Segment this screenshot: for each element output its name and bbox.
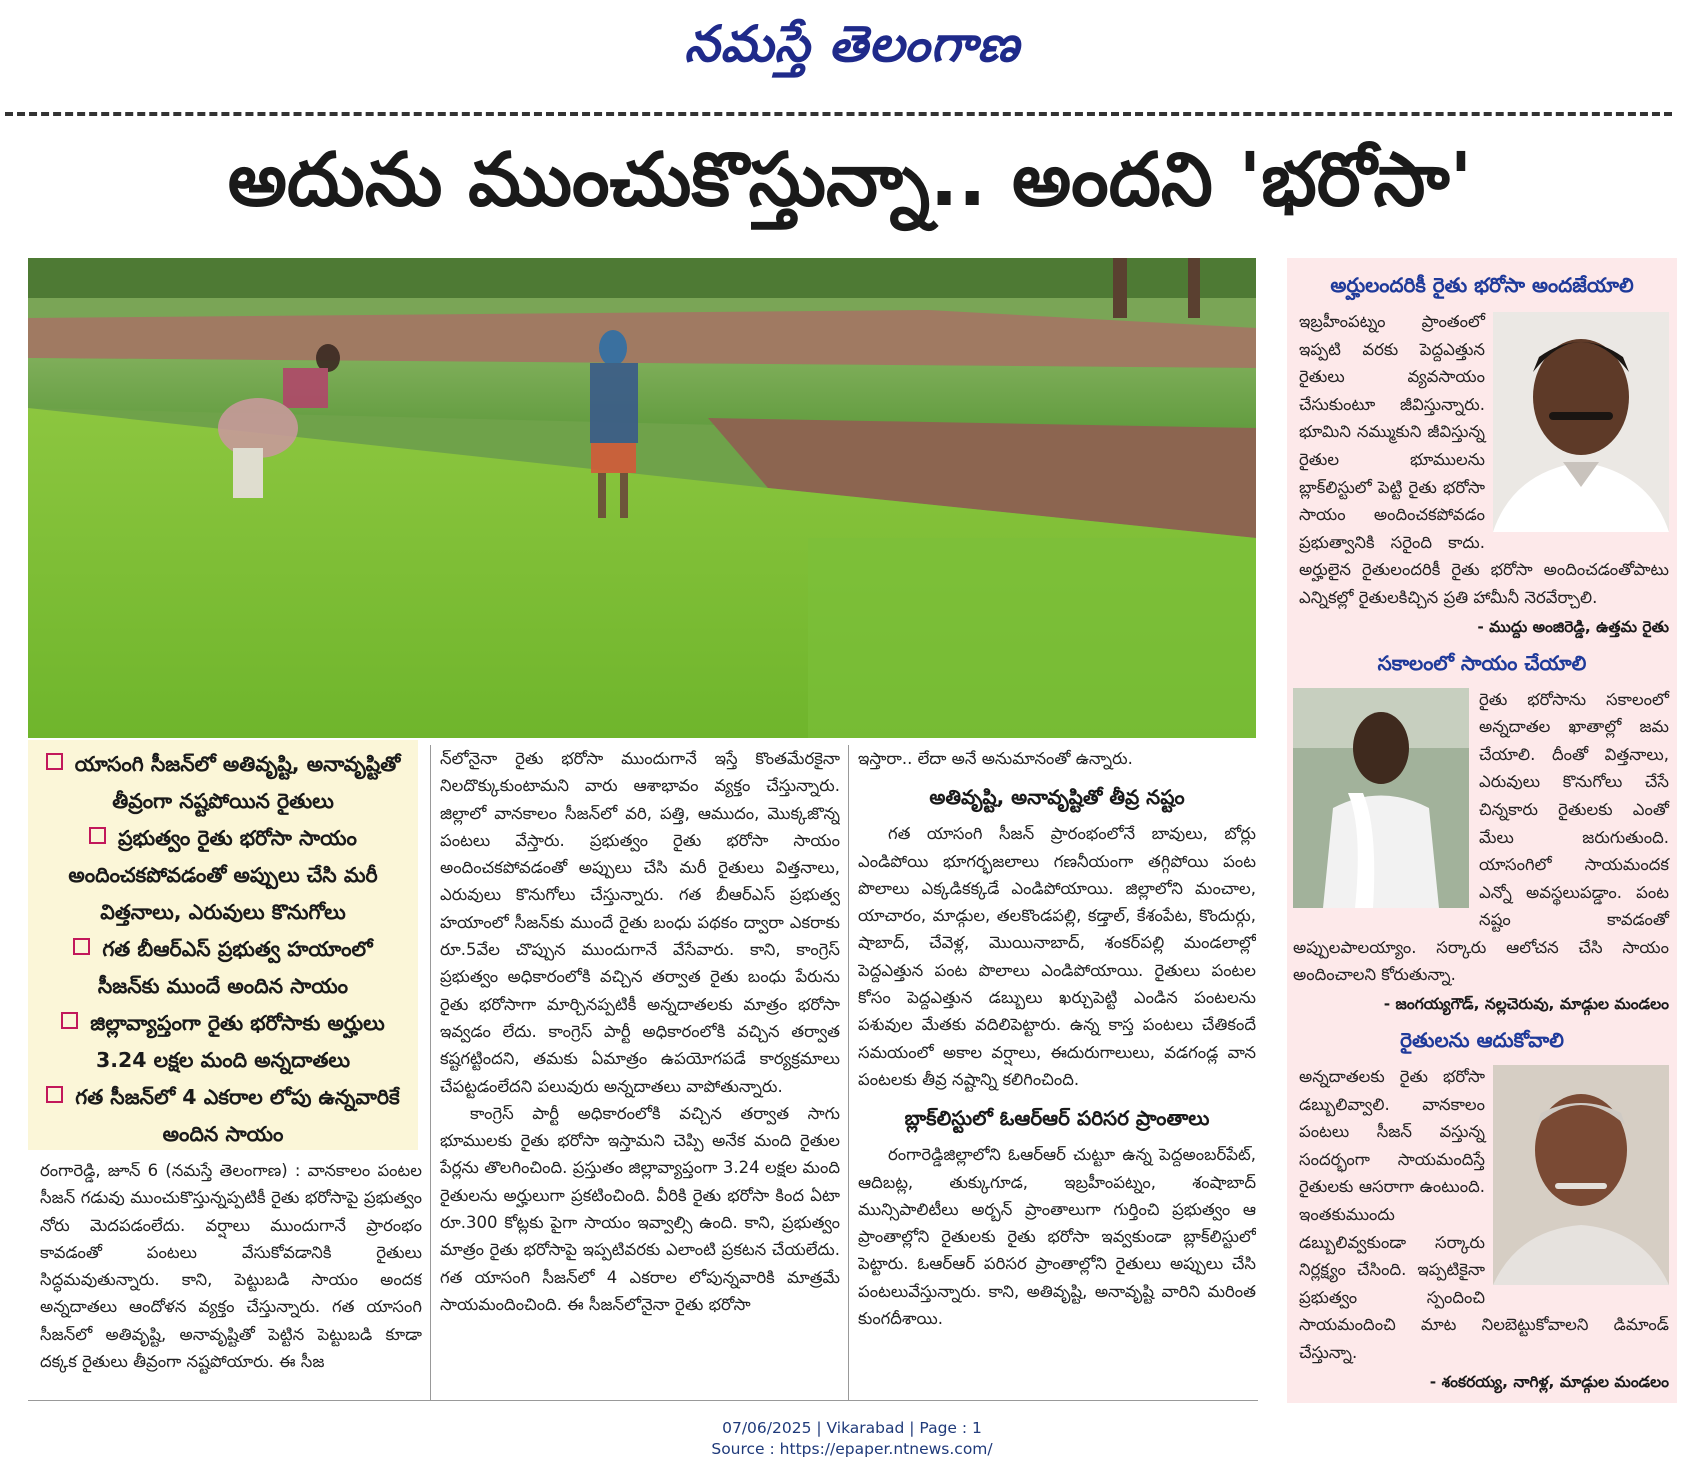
farmers-field-photo	[28, 258, 1256, 738]
highlight-item: గత బీఆర్‌ఎస్ ప్రభుత్వ హయాంలో సీజన్‌కు ముందే అందిన సాయం	[40, 931, 406, 1005]
quote-heading: సకాలంలో సాయం చేయాలి	[1377, 650, 1587, 675]
bottom-divider	[28, 1400, 1258, 1401]
bullet-icon	[46, 753, 63, 770]
page-headline: అదును ముంచుకొస్తున్నా.. అందని 'భరోసా'	[227, 137, 1473, 223]
column-divider	[430, 745, 431, 1400]
quote-signature: - జంగయ్యగౌడ్, నల్లచెరువు, మాడ్గుల మండలం	[1383, 995, 1669, 1014]
highlight-item: యాసంగి సీజన్‌లో అతివృష్టి, అనావృష్టితో తీవ్రంగా నష్టపోయిన రైతులు	[40, 746, 406, 820]
highlights-box	[28, 740, 418, 1150]
highlight-item: గత సీజన్‌లో 4 ఎకరాల లోపు ఉన్నవారికే అందిన సాయం	[40, 1079, 406, 1153]
article-paragraph: గత యాసంగి సీజన్ ప్రారంభంలోనే బావులు, బోర్లు ఎండిపోయి భూగర్భజలాలు గణనీయంగా తగ్గిపోయి పంట పొలాలు ఎక్కడికక్కడే ఎండిపోయాయి. జిల్లాలోని మంచాల, యాచారం, మాడ్గుల, తలకొండపల్లి, కడ్తాల్, కేశంపేట, కొందుర్గు, షాబాద్, చేవెళ్ల, మొయినాబాద్, శంకర్‌పల్లి మండలాల్లో పెద్దఎత్తున పంట పొలాలు ఎండిపోయాయి. రైతులు పంటల కోసం పెద్దఎత్తున డబ్బులు ఖర్చుపెట్టి ఎండిన పంటలను పశువుల మేతకు వదిలిపెట్టారు. ఉన్న కాస్త పంటలు చేతికందే సమయంలో అకాల వర్షాలు, ఈదురుగాలులు, వడగండ్ల వాన పంటలకు తీవ్ర నష్టాన్ని కలిగించింది.	[858, 824, 1256, 1089]
page-footer	[0, 1418, 1704, 1460]
farmer-portrait-1	[1493, 312, 1669, 532]
column-divider	[848, 745, 849, 1400]
quote-text: అన్నదాతలకు రైతు భరోసా డబ్బులివ్వాలి. వానకాలం పంటలు సీజన్ వస్తున్న సందర్భంగా సాయమందిస్తే రైతులకు ఆసరాగా ఉంటుంది. ఇంతకుముందు డబ్బులివ్వకుండా సర్కారు నిర్లక్ష్యం చేసింది. ఇప్పటికైనా ప్రభుత్వం స్పందించి సాయమందించి మాట నిలబెట్టుకోవాలని డిమాండ్ చేస్తున్నా.	[1299, 1067, 1669, 1362]
masthead-logo: నమస్తే తెలంగాణ	[684, 14, 1020, 73]
article-paragraph: రంగారెడ్డి, జూన్ 6 (నమస్తే తెలంగాణ) : వానకాలం పంటల సీజన్ గడువు ముంచుకొస్తున్నప్పటికీ రైతు భరోసాపై ప్రభుత్వం నోరు మెదపడంలేదు. వర్షాలు ముందుగానే ప్రారంభం కావడంతో పంటలు వేసుకోవడానికి రైతులు సిద్ధమవుతున్నారు. కాని, పెట్టుబడి సాయం అందక అన్నదాతలు ఆందోళన వ్యక్తం చేస్తున్నారు. గత యాసంగి సీజన్‌లో అతివృష్టి, అనావృష్టితో పెట్టిన పెట్టుబడి కూడా దక్కక రైతులు తీవ్రంగా నష్టపోయారు. ఈ సీజ	[40, 1161, 422, 1372]
highlight-item: జిల్లావ్యాప్తంగా రైతు భరోసాకు అర్హులు 3.24 లక్షల మంది అన్నదాతలు	[40, 1005, 406, 1079]
source-link[interactable]: Source : https://epaper.ntnews.com/	[711, 1440, 993, 1458]
article-paragraph: ఇస్తారా.. లేదా అనే అనుమానంతో ఉన్నారు.	[858, 749, 1133, 768]
quote-signature: - శంకరయ్య, నాగిళ్ల, మాడ్గుల మండలం	[1429, 1372, 1669, 1391]
article-paragraph: కాంగ్రెస్ పార్టీ అధికారంలోకి వచ్చిన తర్వాత సాగు భూములకు రైతు భరోసా ఇస్తామని చెప్పి అనేక మంది రైతుల పేర్లను తొలగించింది. ప్రస్తుతం జిల్లావ్యాప్తంగా 3.24 లక్షల మంది రైతులను అర్హులుగా ప్రకటించింది. వీరికి రైతు భరోసా కింద ఏటా రూ.300 కోట్లకు పైగా సాయం ఇవ్వాల్సి ఉంది. కాని, ప్రభుత్వం మాత్రం రైతు భరోసాపై ఇప్పటివరకు ఎలాంటి ప్రకటన చేయలేదు. గత యాసంగి సీజన్‌లో 4 ఎకరాల లోపున్నవారికి మాత్రమే సాయమందించింది. ఈ సీజన్‌లోనైనా రైతు భరోసా	[440, 1103, 840, 1314]
quote-text: ఇబ్రహీంపట్నం ప్రాంతంలో ఇప్పటి వరకు పెద్దఎత్తున రైతులు వ్యవసాయం చేసుకుంటూ జీవిస్తున్నారు. భూమిని నమ్ముకుని జీవిస్తున్న రైతుల భూములను బ్లాక్‌లిస్టులో పెట్టి రైతు భరోసా సాయం అందించకపోవడం ప్రభుత్వానికి సరైంది కాదు. అర్హులైన రైతులందరికీ రైతు భరోసా అందించడంతోపాటు ఎన్నికల్లో రైతులకిచ్చిన ప్రతి హామీనీ నెరవేర్చాలి.	[1299, 312, 1669, 607]
section-subhead: అతివృష్టి, అనావృష్టితో తీవ్ర నష్టం	[929, 785, 1185, 810]
article-paragraph: రంగారెడ్డిజిల్లాలోని ఓఆర్ఆర్ చుట్టూ ఉన్న పెద్దఅంబర్‌పేట్, ఆదిబట్ల, తుక్కుగూడ, ఇబ్రహీంపట్నం, శంషాబాద్ మున్సిపాలిటీలు అర్బన్ ప్రాంతాలుగా గుర్తించి ప్రభుత్వం ఆ ప్రాంతాల్లోని రైతులకు రైతు భరోసా ఇవ్వకుండా బ్లాక్‌లిస్టులో పెట్టారు. ఓఆర్ఆర్ పరిసర ప్రాంతాల్లోని రైతులు అప్పులు చేసి పంటలువేస్తున్నారు. కాని, అతివృష్టి, అనావృష్టి వారిని మరింత కుంగదీశాయి.	[858, 1145, 1256, 1329]
farmer-portrait-3	[1493, 1065, 1669, 1285]
farmer-portrait-2	[1293, 688, 1469, 908]
bullet-icon	[89, 827, 106, 844]
quote-heading: అర్హులందరికీ రైతు భరోసా అందజేయాలి	[1330, 273, 1634, 297]
edition-info: 07/06/2025 | Vikarabad | Page : 1	[722, 1419, 982, 1437]
article-column-1	[40, 1157, 422, 1397]
highlight-item: ప్రభుత్వం రైతు భరోసా సాయం అందించకపోవడంతో అప్పులు చేసి మరీ విత్తనాలు, ఎరువులు కొనుగోలు	[68, 826, 378, 924]
article-column-3	[858, 745, 1256, 1400]
bullet-icon	[61, 1012, 78, 1029]
article-column-2	[440, 745, 840, 1400]
quote-text: రైతు భరోసాను సకాలంలో అన్నదాతల ఖాతాల్లో జమ చేయాలి. దీంతో విత్తనాలు, ఎరువులు కొనుగోలు చేసే చిన్నకారు రైతులకు ఎంతో మేలు జరుగుతుంది. యాసంగిలో సాయమందక ఎన్నో అవస్థలుపడ్డాం. పంట నష్టం కావడంతో అప్పులపాలయ్యాం. సర్కారు ఆలోచన చేసి సాయం అందించాలని కోరుతున్నా.	[1293, 689, 1669, 985]
quote-signature: - ముద్దు అంజిరెడ్డి, ఉత్తమ రైతు	[1477, 617, 1669, 636]
masthead-divider	[5, 112, 1672, 116]
section-subhead: బ్లాక్‌లిస్టులో ఓఆర్ఆర్ పరిసర ప్రాంతాలు	[904, 1106, 1210, 1131]
bullet-icon	[46, 1086, 63, 1103]
article-paragraph: న్‌లోనైనా రైతు భరోసా ముందుగానే ఇస్తే కొంతమేరకైనా నిలదొక్కుకుంటామని వారు ఆశాభావం వ్యక్తం చేస్తున్నారు. జిల్లాలో వానకాలం సీజన్‌లో వరి, పత్తి, ఆముదం, మొక్కజొన్న పంటలు వేస్తారు. ప్రభుత్వం రైతు భరోసా సాయం అందించకపోవడంతో అప్పులు చేసి మరీ రైతులు విత్తనాలు, ఎరువులు కొనుగోలు చేస్తున్నారు. గత బీఆర్ఎస్ ప్రభుత్వ హయాంలో సీజన్‌కు ముందే రైతు బంధు పథకం ద్వారా ఎకరాకు రూ.5వేల చొప్పున ముందుగానే వేసేవారు. కాని, కాంగ్రెస్ ప్రభుత్వం అధికారంలోకి వచ్చిన తర్వాత రైతు బంధు పేరును రైతు భరోసాగా మార్చినప్పటికీ అన్నదాతలకు మాత్రం భరోసా ఇవ్వడం లేదు. కాంగ్రెస్ పార్టీ అధికారంలోకి వచ్చిన తర్వాత కష్టగట్టిందని, తమకు ఏమాత్రం ఉపయోగపడే కార్యక్రమాలు చేపట్టడంలేదని పలువురు అన్నదాతలు వాపోతున్నారు.	[440, 749, 840, 1096]
farmers-quotes-sidebar	[1287, 258, 1677, 1403]
bullet-icon	[73, 938, 90, 955]
quote-heading: రైతులను ఆదుకోవాలి	[1400, 1028, 1564, 1053]
